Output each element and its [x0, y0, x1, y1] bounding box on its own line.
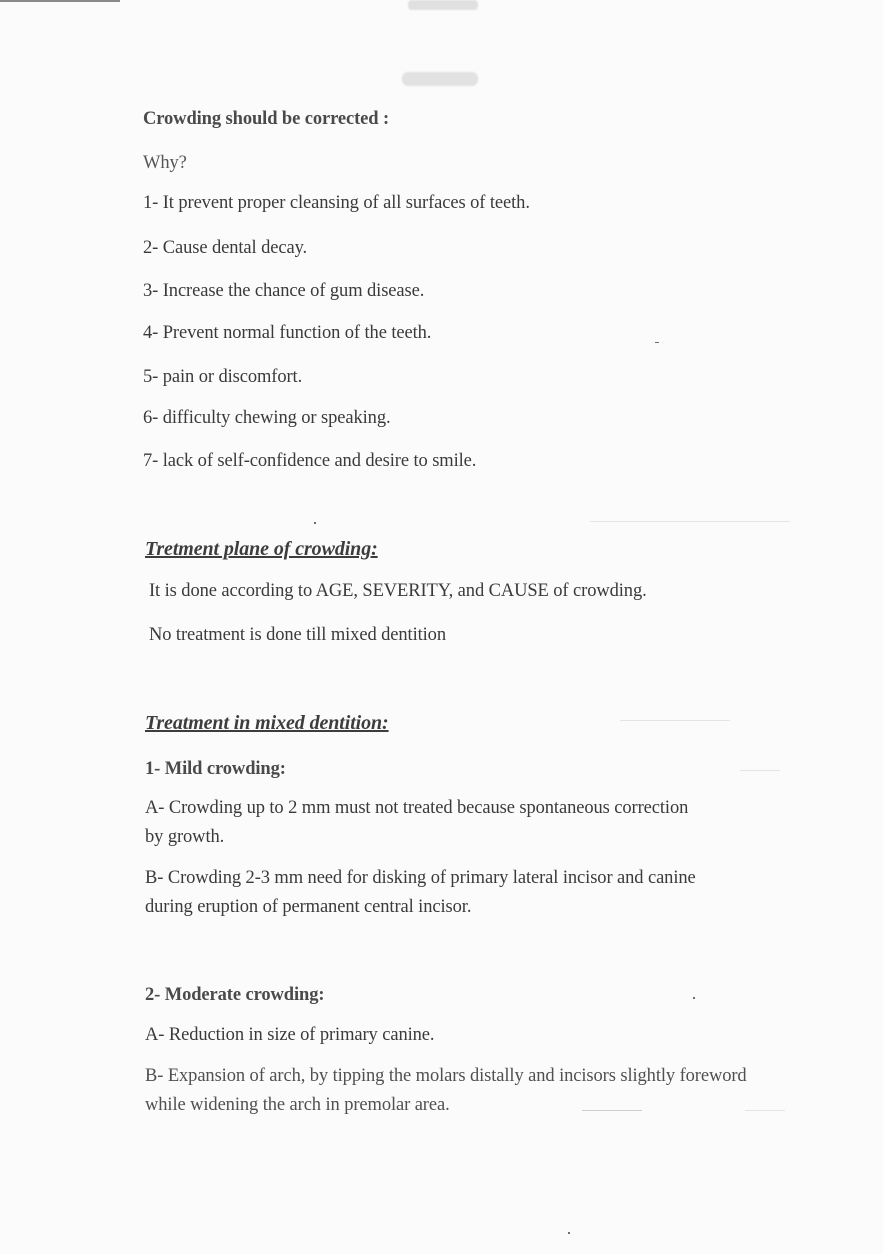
- scan-line-1: [590, 521, 790, 522]
- moderate-title: 2- Moderate crowding:: [145, 985, 325, 1005]
- list-item: 3- Increase the chance of gum disease.: [143, 281, 425, 301]
- mixed-heading: Treatment in mixed dentition:: [145, 712, 389, 734]
- scan-edge-line: [0, 0, 120, 2]
- scan-dot-1: [314, 522, 316, 524]
- scan-smudge-top-2: [402, 72, 478, 86]
- plan-line-1: It is done according to AGE, SEVERITY, and CAUSE of crowding.: [149, 581, 647, 601]
- list-item: 1- It prevent proper cleansing of all surfaces of teeth.: [143, 193, 530, 213]
- why-question: Why?: [143, 153, 187, 173]
- list-item: 5- pain or discomfort.: [143, 367, 303, 387]
- plan-line-2: No treatment is done till mixed dentition: [149, 625, 446, 645]
- scan-dot-3: [568, 1232, 570, 1234]
- plan-heading: Tretment plane of crowding:: [145, 538, 378, 560]
- list-item: 4- Prevent normal function of the teeth.: [143, 323, 432, 343]
- scan-dot-2: [655, 342, 659, 343]
- mild-a: A- Crowding up to 2 mm must not treated because spontaneous correction by growth.: [145, 798, 689, 847]
- scan-line-2: [620, 720, 730, 721]
- scan-smudge-top: [408, 0, 478, 10]
- mild-b: B- Crowding 2-3 mm need for disking of primary lateral incisor and canine during eruption of permanent central incisor.: [145, 868, 696, 917]
- list-item: 6- difficulty chewing or speaking.: [143, 408, 391, 428]
- scan-dot-4: [693, 997, 695, 999]
- list-item: 7- lack of self-confidence and desire to smile.: [143, 451, 477, 471]
- moderate-b: B- Expansion of arch, by tipping the molars distally and incisors slightly foreword while widening the arch in premolar area.: [145, 1066, 747, 1115]
- scan-line-3: [740, 770, 780, 771]
- moderate-a: A- Reduction in size of primary canine.: [145, 1025, 435, 1045]
- list-item: 2- Cause dental decay.: [143, 238, 308, 258]
- mild-title: 1- Mild crowding:: [145, 759, 286, 779]
- why-title: Crowding should be corrected :: [143, 109, 390, 129]
